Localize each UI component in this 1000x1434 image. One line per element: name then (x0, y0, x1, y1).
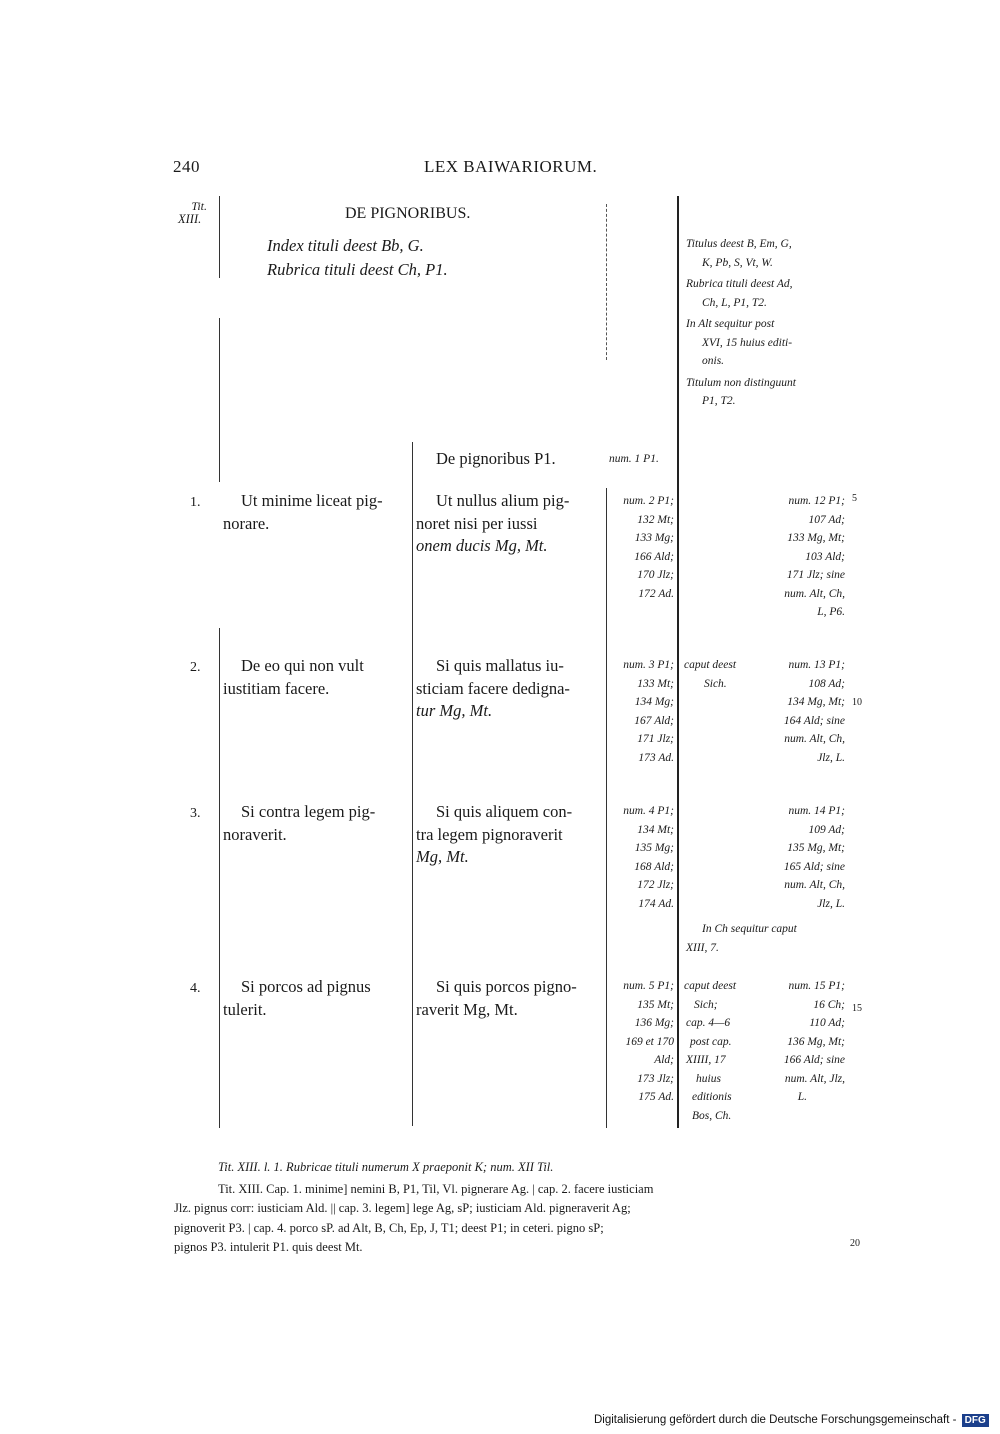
num-entry: 134 Mt; (637, 823, 674, 836)
apparatus-entry: num. Alt, Ch, (784, 587, 845, 600)
apparatus-entry: In Ch sequitur caput (702, 923, 797, 935)
apparatus-line: In Alt sequitur post (686, 318, 775, 330)
apparatus-entry: post cap. (690, 1035, 732, 1048)
variant-line: Si quis aliquem con- (436, 802, 573, 821)
variant-line: Mg, Mt. (416, 847, 469, 866)
column-rule-apparatus (677, 196, 679, 1128)
chapter-apparatus-left (684, 977, 754, 1125)
num-entry: 167 Ald; (634, 714, 674, 727)
section-variant-text: De pignoribus P1. (436, 449, 556, 468)
chapter-nums (600, 802, 674, 913)
apparatus-entry: XIIII, 17 (686, 1054, 726, 1066)
num-entry: num. 2 P1; (623, 495, 674, 507)
chapter-nums (600, 977, 674, 1107)
tit-number: XIII. (178, 212, 202, 226)
footnote-line: Jlz. pignus corr: iusticiam Ald. || cap. 3. legem] lege Ag, sP; iusticiam Ald. pigneraverit Ag; (174, 1201, 631, 1215)
num-entry: 172 Ad. (638, 587, 674, 600)
running-title: LEX BAIWARIORUM. (424, 157, 598, 176)
apparatus-entry: 135 Mg, Mt; (787, 842, 845, 854)
section-variant-title (436, 448, 556, 471)
footnotes (174, 1158, 846, 1258)
apparatus-entry: 110 Ad; (809, 1017, 845, 1029)
section-title: DE PIGNORIBUS. (345, 205, 471, 222)
chapter-apparatus (740, 656, 845, 767)
apparatus-entry: 171 Jlz; sine (786, 569, 845, 581)
apparatus-line: Titulus deest B, Em, G, (686, 238, 792, 250)
tit-label-1: Tit. (191, 199, 207, 213)
chapter-apparatus (740, 492, 845, 622)
num-entry: 134 Mg; (634, 696, 674, 708)
apparatus-entry: 107 Ad; (808, 513, 845, 526)
apparatus-top (686, 235, 846, 411)
rubric-line: Si porcos ad pignus (241, 977, 371, 996)
variant-line: noret nisi per iussi (416, 513, 538, 533)
footnote-line: Tit. XIII. Cap. 1. minime] nemini B, P1, Til, Vl. pignerare Ag. | cap. 2. facere iusticiam (218, 1181, 654, 1196)
section-variant-num: num. 1 P1. (609, 453, 659, 465)
apparatus-entry: 109 Ad; (808, 823, 845, 836)
rubric-line: norare. (223, 513, 270, 533)
num-entry: Ald; (654, 1054, 674, 1066)
line-mark: 10 (852, 697, 862, 708)
apparatus-entry: num. Alt, Jlz, (784, 1072, 845, 1085)
apparatus-entry: 133 Mg, Mt; (787, 532, 845, 544)
chapter-apparatus-left (684, 656, 744, 693)
column-rule-left (219, 318, 220, 482)
apparatus-line: onis. (702, 355, 725, 367)
rubric-line: iustitiam facere. (223, 678, 330, 698)
apparatus-entry: 108 Ad; (808, 677, 845, 690)
apparatus-entry: 166 Ald; sine (783, 1054, 845, 1066)
apparatus-entry: Jlz, L. (817, 897, 845, 910)
apparatus-entry: XIII, 7. (686, 941, 719, 954)
apparatus-entry: num. 13 P1; (788, 659, 845, 671)
page-number: 240 (173, 157, 200, 176)
rubric-line: Ut minime liceat pig- (241, 491, 383, 510)
apparatus-line: Ch, L, P1, T2. (702, 296, 767, 309)
apparatus-entry: caput deest (684, 980, 737, 992)
num-entry: num. 3 P1; (623, 659, 674, 671)
apparatus-entry: 165 Ald; sine (783, 860, 845, 873)
num-entry: num. 5 P1; (623, 980, 674, 992)
num-entry: 175 Ad. (638, 1091, 674, 1103)
variant-line: tra legem pignoraverit (416, 824, 563, 844)
num-entry: 173 Ad. (638, 751, 674, 764)
apparatus-entry: 103 Ald; (805, 550, 845, 563)
apparatus-line: Rubrica tituli deest Ad, (686, 278, 793, 290)
chapter-variant (416, 801, 602, 869)
apparatus-entry: L. (797, 1091, 807, 1103)
chapter-rubric (223, 801, 405, 846)
apparatus-entry: 136 Mg, Mt; (787, 1035, 845, 1048)
footnote-line: pignoverit P3. | cap. 4. porco sP. ad Alt, B, Ch, Ep, J, T1; deest P1; in ceteri. pigno sP; (174, 1220, 604, 1235)
apparatus-entry: L, P6. (817, 606, 845, 618)
apparatus-entry: 164 Ald; sine (783, 714, 845, 727)
variant-line: onem ducis Mg, Mt. (416, 536, 548, 555)
chapter-variant (416, 976, 602, 1021)
num-entry: 133 Mg; (634, 532, 674, 544)
apparatus-entry: Jlz, L. (817, 751, 845, 764)
num-entry: 166 Ald; (634, 550, 674, 563)
chapter-apparatus (740, 802, 845, 913)
num-entry: 135 Mg; (634, 842, 674, 854)
chapter-variant (416, 490, 602, 558)
chapter-variant (416, 655, 602, 723)
rubric-line: De eo qui non vult (241, 656, 364, 675)
line-mark: 15 (852, 1003, 862, 1014)
chapter-apparatus-note (686, 920, 846, 957)
line-mark: 5 (852, 493, 857, 504)
chapter-apparatus (748, 977, 845, 1107)
footnote-line: pignos P3. intulerit P1. quis deest Mt. (174, 1240, 363, 1254)
apparatus-entry: cap. 4—6 (686, 1017, 731, 1029)
variant-line: Si quis mallatus iu- (436, 656, 564, 675)
variant-line: raverit Mg, Mt. (416, 999, 518, 1019)
rubric-note: Rubrica tituli deest Ch, P1. (267, 260, 448, 279)
num-entry: 174 Ad. (638, 897, 674, 910)
num-entry: 171 Jlz; (637, 733, 674, 745)
apparatus-entry: num. 14 P1; (788, 805, 845, 817)
apparatus-line: Titulum non distinguunt (686, 376, 796, 389)
num-entry: 169 et 170 (625, 1035, 674, 1048)
rubric-line: noraverit. (223, 824, 287, 844)
column-rule-variant (412, 442, 413, 1126)
num-entry: 136 Mg; (634, 1017, 674, 1029)
apparatus-entry: num. 15 P1; (788, 980, 845, 992)
apparatus-entry: 16 Ch; (813, 998, 845, 1011)
column-rule-left (219, 196, 220, 278)
line-mark: 20 (850, 1238, 860, 1249)
num-entry: 172 Jlz; (637, 879, 674, 891)
apparatus-line: P1, T2. (702, 395, 736, 407)
apparatus-entry: num. 12 P1; (788, 495, 845, 507)
chapter-number: 2. (190, 660, 201, 675)
chapter-number: 3. (190, 806, 201, 821)
chapter-nums (600, 656, 674, 767)
num-entry: num. 4 P1; (623, 805, 674, 817)
rubric-line: tulerit. (223, 999, 267, 1019)
digitization-credit (594, 1414, 989, 1427)
footnote-line: Tit. XIII. l. 1. Rubricae tituli numerum X praeponit K; num. XII Til. (218, 1160, 554, 1174)
chapter-number: 4. (190, 981, 201, 996)
apparatus-entry: Bos, Ch. (692, 1109, 732, 1122)
num-entry: 173 Jlz; (637, 1072, 674, 1085)
apparatus-entry: huius (696, 1072, 721, 1085)
credit-text: Digitalisierung gefördert durch die Deutsche Forschungsgemeinschaft - (594, 1414, 957, 1426)
variant-line: sticiam facere dedigna- (416, 678, 570, 698)
chapter-number: 1. (190, 495, 201, 510)
apparatus-line: K, Pb, S, Vt, W. (702, 256, 773, 269)
num-entry: 135 Mt; (637, 998, 674, 1011)
apparatus-entry: num. Alt, Ch, (784, 733, 845, 745)
column-rule-mid (606, 204, 607, 360)
chapter-rubric (223, 490, 405, 535)
chapter-rubric (223, 655, 405, 700)
chapter-rubric (223, 976, 405, 1021)
apparatus-entry: Sich. (704, 677, 727, 690)
apparatus-entry: Sich; (694, 998, 718, 1011)
num-entry: 168 Ald; (634, 860, 674, 873)
num-entry: 170 Jlz; (637, 569, 674, 581)
variant-line: Ut nullus alium pig- (436, 491, 570, 510)
rubric-line: Si contra legem pig- (241, 802, 376, 821)
apparatus-entry: caput deest (684, 659, 737, 671)
apparatus-entry: num. Alt, Ch, (784, 879, 845, 891)
num-entry: 133 Mt; (637, 677, 674, 690)
index-note: Index tituli deest Bb, G. (267, 236, 424, 255)
chapter-nums (600, 492, 674, 603)
variant-line: tur Mg, Mt. (416, 701, 493, 720)
apparatus-line: XVI, 15 huius editi- (702, 336, 793, 349)
column-rule-left (219, 628, 220, 1128)
apparatus-entry: editionis (692, 1091, 732, 1103)
variant-line: Si quis porcos pigno- (436, 977, 577, 996)
apparatus-entry: 134 Mg, Mt; (787, 696, 845, 708)
dfg-logo: DFG (962, 1414, 989, 1427)
num-entry: 132 Mt; (637, 513, 674, 526)
